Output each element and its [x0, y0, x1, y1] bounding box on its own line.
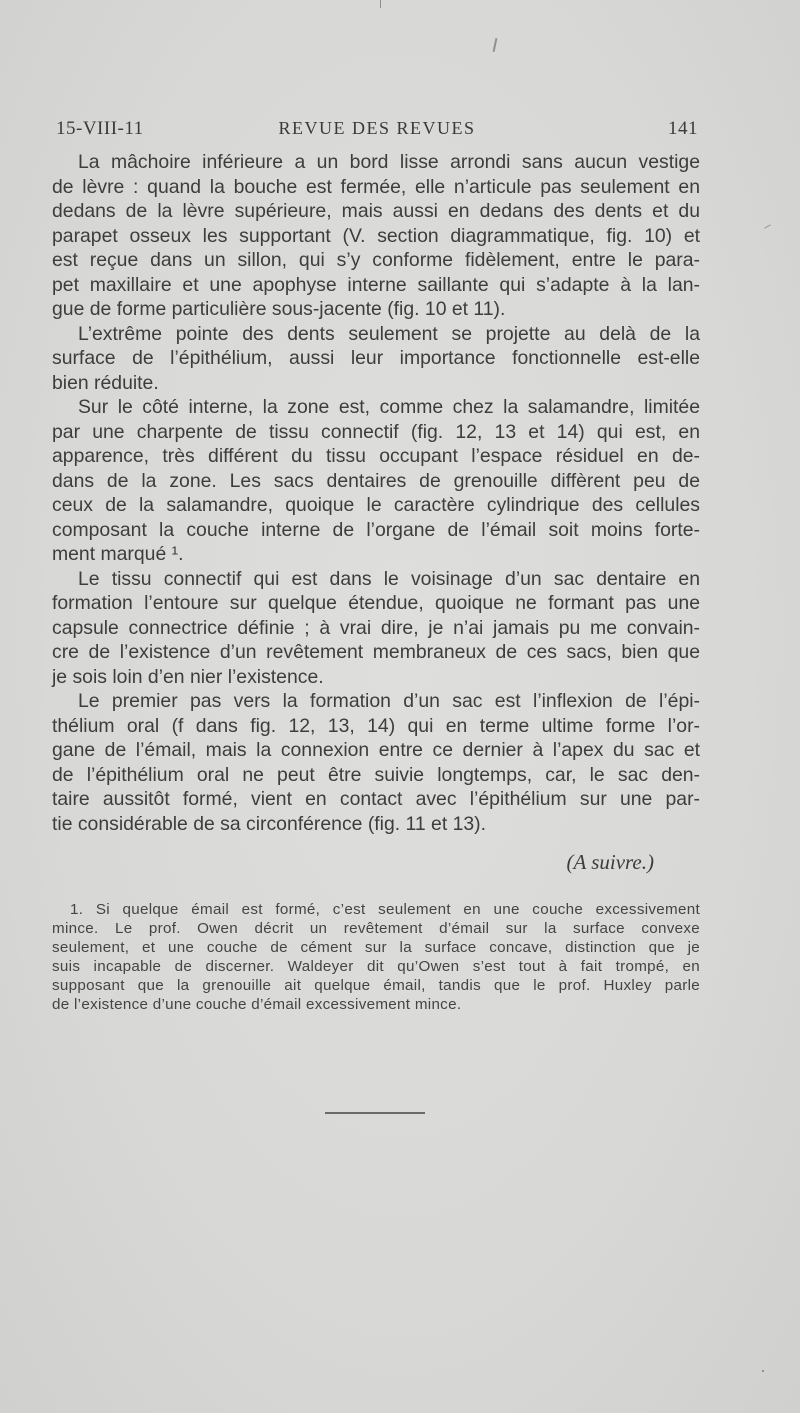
text-line: Le premier pas vers la formation d’un sac est l’inflexion de l’épi-	[78, 690, 700, 712]
footnote-line: suis incapable de discerner. Waldeyer dit qu’Owen s’est tout à fait trompé, en	[52, 958, 700, 975]
text-line: parapet osseux les supportant (V. section diagrammatique, fig. 10) et	[52, 224, 700, 247]
text-line: taire aussitôt formé, vient en contact avec l’épithélium sur une par-	[52, 788, 700, 810]
text-line: L’extrême pointe des dents seulement se projette au delà de la	[78, 322, 700, 345]
footnote-line: mince. Le prof. Owen décrit un revêtement d’émail sur la surface convexe	[52, 920, 700, 937]
paragraph	[52, 322, 700, 396]
text-line: ment marqué ¹.	[52, 543, 184, 565]
running-head	[56, 118, 698, 142]
text-line: de l’épithélium oral ne peut être suivie longtemps, car, le sac den-	[52, 763, 700, 786]
text-line: gane de l’émail, mais la connexion entre ce dernier à l’apex du sac et	[52, 739, 700, 761]
article-body	[52, 150, 700, 874]
text-line: formation l’entoure sur quelque étendue, quoique ne formant pas une	[52, 592, 700, 614]
to-be-continued: (A suivre.)	[566, 850, 654, 874]
paragraph	[52, 395, 700, 567]
text-line: dans de la zone. Les sacs dentaires de grenouille diffèrent peu de	[52, 469, 700, 492]
ink-speck	[380, 0, 381, 8]
text-line: bien réduite.	[52, 371, 159, 394]
text-line: Sur le côté interne, la zone est, comme chez la salamandre, limitée	[78, 396, 700, 418]
text-line: Le tissu connectif qui est dans le voisinage d’un sac dentaire en	[78, 567, 700, 590]
journal-title: REVUE DES REVUES	[278, 118, 476, 138]
text-line: par une charpente de tissu connectif (fig. 12, 13 et 14) qui est, en	[52, 420, 700, 443]
text-line: est reçue dans un sillon, qui s’y conforme fidèlement, entre le para-	[52, 249, 700, 271]
footnote-line: 1. Si quelque émail est formé, c’est seulement en une couche excessivement	[70, 901, 700, 918]
text-line: thélium oral (f dans fig. 12, 13, 14) qui en terme ultime forme l’or-	[52, 714, 700, 737]
text-line: surface de l’épithélium, aussi leur importance fonctionnelle est-elle	[52, 347, 700, 369]
ink-speck	[493, 38, 498, 52]
ink-speck	[762, 1370, 764, 1372]
footnote-line: supposant que la grenouille ait quelque émail, tandis que le prof. Huxley parle	[52, 977, 700, 994]
text-line: pet maxillaire et une apophyse interne saillante qui s’adapte à la lan-	[52, 273, 700, 296]
footnote-line: de l’existence d’une couche d’émail excessivement mince.	[52, 996, 462, 1013]
paragraph	[52, 567, 700, 690]
text-line: ceux de la salamandre, quoique le caractère cylindrique des cellules	[52, 494, 700, 516]
text-line: La mâchoire inférieure a un bord lisse arrondi sans aucun vestige	[78, 151, 700, 173]
paragraph	[52, 150, 700, 322]
closing-rule	[325, 1112, 425, 1114]
text-line: gue de forme particulière sous-jacente (fig. 10 et 11).	[52, 298, 506, 320]
text-line: apparence, très différent du tissu occupant l’espace résiduel en de-	[52, 445, 700, 467]
text-line: de lèvre : quand la bouche est fermée, elle n’articule pas seulement en	[52, 175, 700, 198]
header-date: 15-VIII-11	[56, 118, 144, 139]
text-line: composant la couche interne de l’organe de l’émail soit moins forte-	[52, 518, 700, 541]
text-line: je sois loin d’en nier l’existence.	[52, 665, 324, 688]
text-line: tie considérable de sa circonférence (fig. 11 et 13).	[52, 812, 487, 835]
page-number: 141	[668, 118, 698, 139]
text-line: capsule connectrice définie ; à vrai dire, je n’ai jamais pu me convain-	[52, 616, 700, 639]
text-line: cre de l’existence d’un revêtement membraneux de ces sacs, bien que	[52, 641, 700, 663]
text-line: dedans de la lèvre supérieure, mais aussi en dedans des dents et du	[52, 200, 700, 222]
footnote-line: seulement, et une couche de cément sur la surface concave, distinction que je	[52, 939, 700, 956]
footnote	[52, 900, 700, 1014]
paragraph	[52, 689, 700, 836]
ink-speck	[764, 224, 771, 228]
